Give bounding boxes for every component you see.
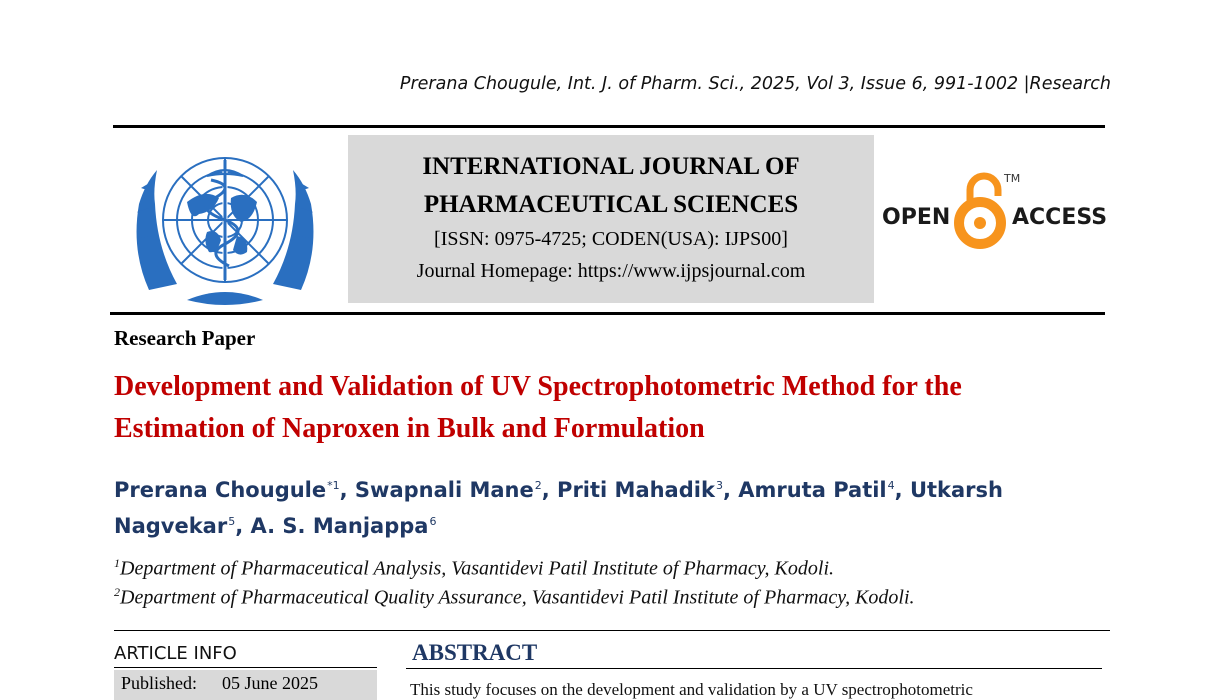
open-access-open-text: OPEN: [882, 205, 951, 230]
abstract-heading: ABSTRACT: [412, 640, 538, 665]
section-rule: [114, 630, 1110, 631]
author-affiliation-marker: 3: [715, 479, 723, 492]
article-info-rule: [114, 667, 377, 668]
running-head: Prerana Chougule, Int. J. of Pharm. Sci., 2025, Vol 3, Issue 6, 991-1002 |Research: [399, 74, 1111, 94]
author-name: Amruta Patil: [738, 478, 887, 502]
paper-title-line1: Development and Validation of UV Spectrophotometric Method for the: [114, 371, 962, 402]
author-name: Swapnali Mane: [354, 478, 534, 502]
journal-homepage: Journal Homepage: https://www.ijpsjournal.com: [416, 260, 806, 282]
author-name: Priti Mahadik: [557, 478, 715, 502]
abstract-text: This study focuses on the development and validation by a UV spectrophotometric: [410, 680, 973, 699]
published-date: 05 June 2025: [222, 673, 318, 693]
journal-issn: [ISSN: 0975-4725; CODEN(USA): IJPS00]: [434, 228, 788, 250]
article-info-heading: ARTICLE INFO: [114, 643, 237, 664]
author-name: A. S. Manjappa: [250, 514, 429, 538]
journal-title-line2: PHARMACEUTICAL SCIENCES: [423, 191, 799, 218]
author-list: Prerana Chougule$^{*1}$, Swapnali Mane$^2$, Priti Mahadik$^3$, Amruta Patil$^4$, Utkarsh Nagvekar$^5$, A. S. Manjappa$^6$: [114, 478, 1003, 538]
author-name: Prerana Chougule: [114, 478, 327, 502]
published-label: Published:: [121, 673, 198, 693]
author-name: Utkarsh Nagvekar: [114, 478, 1003, 538]
open-access-logo: [880, 166, 1112, 254]
author-affiliation-marker: 6: [429, 515, 437, 528]
journal-masthead: [348, 135, 874, 303]
trademark-text: TM: [1004, 172, 1021, 185]
affiliation-2: $^2$Department of Pharmaceutical Quality Assurance, Vasantidevi Patil Institute of Pharmacy, Kodoli.: [114, 585, 915, 609]
paper-type: Research Paper: [114, 326, 256, 350]
open-lock-icon: [959, 176, 1001, 244]
author-affiliation-marker: 5: [228, 515, 236, 528]
bottom-rule: [110, 312, 1105, 315]
journal-title-line1: INTERNATIONAL JOURNAL OF: [422, 153, 800, 180]
affiliation-1: $^1$Department of Pharmaceutical Analysis, Vasantidevi Patil Institute of Pharmacy, Kodoli.: [114, 556, 834, 580]
open-access-access-text: ACCESS: [1012, 205, 1108, 230]
abstract-rule: [406, 668, 1102, 669]
author-affiliation-marker: *1: [327, 479, 340, 492]
paper-title: [114, 366, 1114, 450]
paper-title-line2: Estimation of Naproxen in Bulk and Formulation: [114, 413, 705, 444]
top-rule: [113, 125, 1105, 128]
un-emblem-logo: [127, 140, 323, 306]
author-affiliation-marker: 4: [887, 479, 895, 492]
author-affiliation-marker: 2: [534, 479, 542, 492]
